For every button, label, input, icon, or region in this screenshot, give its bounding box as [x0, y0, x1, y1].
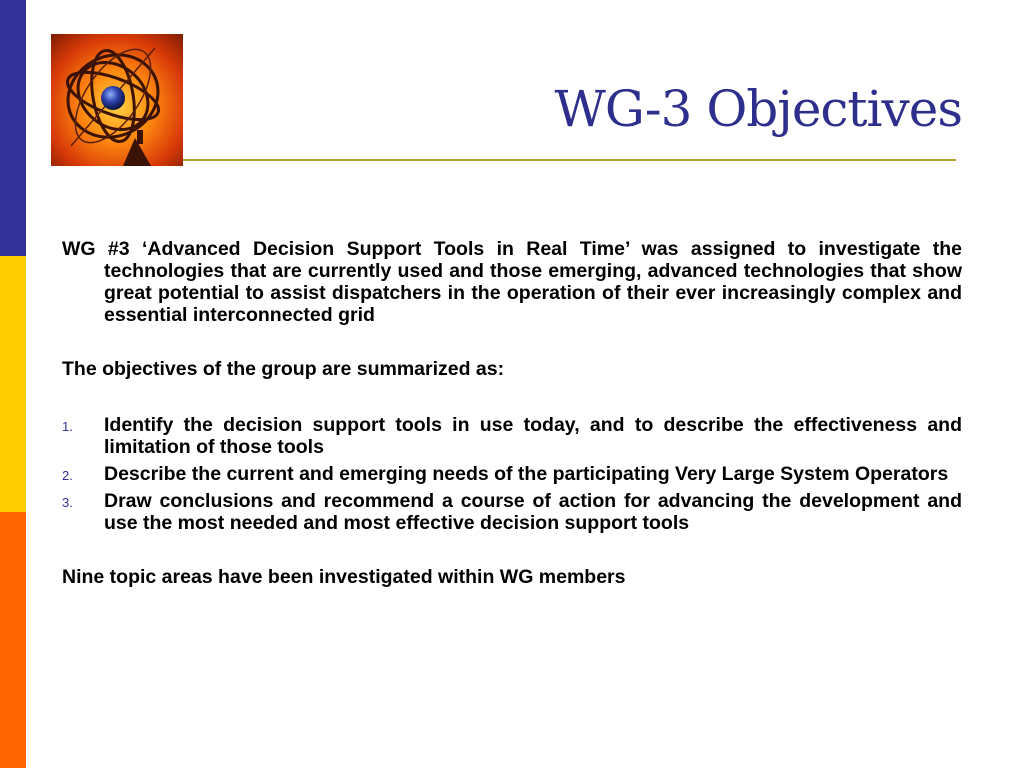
intro-paragraph: WG #3 ‘Advanced Decision Support Tools in Real Time’ was assigned to investigate the technologies that are currently used and those emerging, advanced technologies that show great potential to assist dispatchers in the operation of their ever increasingly complex and essential interconnected grid — [62, 238, 962, 326]
side-bar-yellow — [0, 256, 26, 512]
closing-paragraph: Nine topic areas have been investigated within WG members — [62, 566, 626, 588]
side-bar-blue — [0, 0, 26, 256]
title-underline — [183, 159, 956, 161]
objective-text: Describe the current and emerging needs of the participating Very Large System Operators — [104, 463, 949, 485]
objective-number: 1. — [62, 419, 73, 434]
objective-text: Identify the decision support tools in use today, and to describe the effectiveness and limitation of those tools — [104, 414, 962, 458]
objective-text: Draw conclusions and recommend a course of action for advancing the development and use the most needed and most effective decision support tools — [104, 490, 962, 534]
slide-body — [62, 238, 962, 588]
side-bar-orange — [0, 512, 26, 768]
objective-number: 2. — [62, 468, 73, 483]
objectives-list — [62, 414, 962, 534]
objective-item — [62, 414, 962, 458]
summary-lead: The objectives of the group are summarized as: — [62, 358, 505, 380]
slide-title: WG-3 Objectives — [554, 80, 962, 138]
objective-number: 3. — [62, 495, 73, 510]
objective-item — [62, 463, 962, 485]
objective-item — [62, 490, 962, 534]
armillary-sphere-icon — [51, 34, 183, 166]
